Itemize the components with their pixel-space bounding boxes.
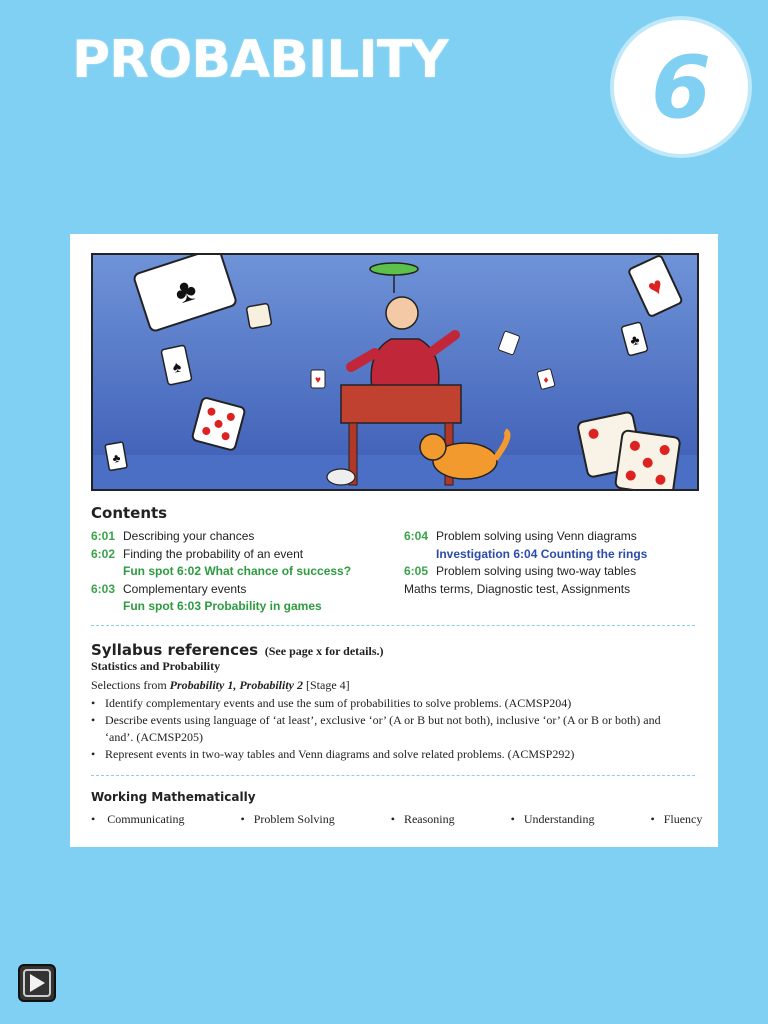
syllabus-outcomes — [91, 695, 691, 763]
section-number: 6:05 — [404, 564, 429, 578]
contents-item[interactable] — [404, 528, 647, 546]
syllabus-heading-text: Syllabus references — [91, 641, 259, 659]
wm-item: • Problem Solving — [240, 812, 335, 826]
section-title: Problem solving using Venn diagrams — [436, 529, 637, 543]
back-matter-title: Maths terms, Diagnostic test, Assignments — [404, 581, 631, 596]
contents-item[interactable] — [91, 528, 351, 546]
chapter-number-badge — [614, 20, 748, 154]
section-number: 6:01 — [91, 529, 116, 543]
wm-item: • Understanding — [510, 812, 595, 826]
section-title: Problem solving using two-way tables — [436, 564, 637, 578]
selections-italic: Probability 1, Probability 2 — [169, 678, 303, 692]
chapter-number: 6 — [651, 38, 711, 138]
divider — [91, 625, 695, 626]
chapter-title: PROBABILITY — [72, 30, 448, 90]
svg-text:♣: ♣ — [169, 270, 201, 311]
cartoon-illustration — [91, 253, 699, 491]
selections-prefix: Selections from — [91, 678, 170, 692]
section-title: Finding the probability of an event — [123, 546, 304, 561]
syllabus-outcome: • Identify complementary events and use the sum of probabilities to solve problems. (ACMSP204) — [91, 695, 691, 712]
section-title: Complementary events — [123, 581, 247, 596]
contents-item-fun-spot[interactable] — [91, 598, 351, 616]
investigation-title: Investigation 6:04 Counting the rings — [436, 546, 648, 561]
contents-list-left — [91, 528, 351, 616]
svg-text:♣: ♣ — [111, 450, 122, 466]
svg-text:♦: ♦ — [543, 375, 549, 386]
play-icon — [28, 973, 46, 993]
svg-text:♥: ♥ — [643, 272, 669, 303]
section-number: 6:04 — [404, 529, 429, 543]
chapter-intro-panel — [70, 234, 718, 847]
syllabus-heading — [91, 634, 384, 662]
contents-item[interactable] — [91, 581, 351, 599]
contents-item[interactable] — [91, 546, 351, 564]
play-button[interactable] — [18, 964, 56, 1002]
syllabus-selections — [91, 678, 350, 693]
wm-item: • Communicating — [91, 812, 185, 826]
divider — [91, 775, 695, 776]
contents-item[interactable] — [404, 563, 647, 581]
svg-text:♥: ♥ — [315, 375, 321, 386]
syllabus-outcome: • Represent events in two-way tables and Venn diagrams and solve related problems. (ACMSP292) — [91, 746, 691, 763]
contents-item-back-matter[interactable] — [404, 581, 647, 599]
section-title: Describing your chances — [123, 529, 255, 543]
syllabus-subheading: Statistics and Probability — [91, 659, 221, 673]
contents-list-right — [404, 528, 647, 598]
fun-spot-title: Fun spot 6:03 Probability in games — [123, 599, 322, 613]
syllabus-outcome: • Describe events using language of ‘at least’, exclusive ‘or’ (A or B but not both), inclusive ‘or’ (A or B or both) and ‘and’. (ACMSP205) — [91, 712, 691, 746]
wm-item: • Fluency — [650, 812, 703, 826]
wm-item: • Reasoning — [390, 812, 455, 826]
fun-spot-title: Fun spot 6:02 What chance of success? — [123, 564, 352, 578]
svg-text:♠: ♠ — [171, 358, 183, 377]
contents-item-investigation[interactable] — [404, 546, 647, 564]
working-mathematically-heading: Working Mathematically — [91, 790, 256, 804]
contents-heading: Contents — [91, 504, 168, 522]
working-mathematically-list — [91, 812, 758, 827]
selections-suffix: [Stage 4] — [302, 678, 350, 692]
section-number: 6:02 — [91, 546, 116, 561]
section-number: 6:03 — [91, 581, 116, 596]
svg-text:♣: ♣ — [628, 330, 642, 349]
syllabus-note: (See page x for details.) — [264, 644, 384, 658]
contents-item-fun-spot[interactable] — [91, 563, 351, 581]
